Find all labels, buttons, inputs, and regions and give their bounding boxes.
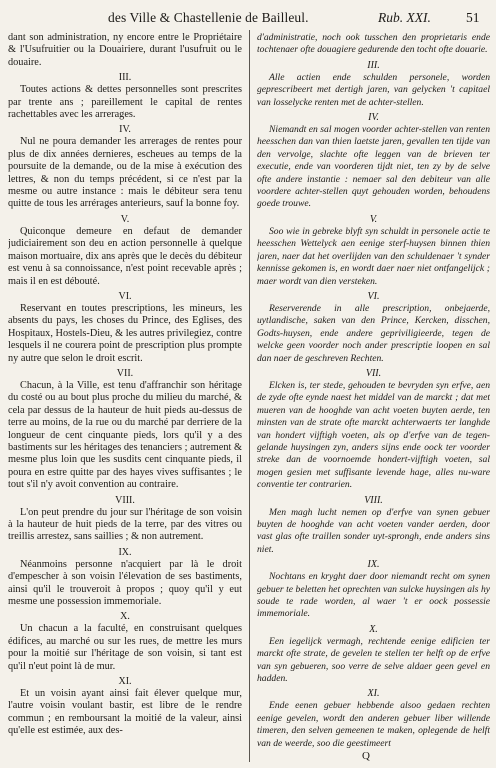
article-number: VI. — [367, 290, 380, 302]
article-number: V. — [120, 213, 130, 225]
article-number: III. — [118, 72, 132, 84]
article-paragraph: Nochtans en kryght daer door niemandt recht om synen gebuer te beletten het oprechten van sulcke huysingen als hy soude te rade worden, al waer 't er oock possessie immemoriale. — [257, 571, 490, 620]
article-paragraph: Néanmoins personne n'acquiert par là le droit d'empescher à son voisin l'élevation de ses bastiments, ainsi qu'il le trouveroit à propos ; quoy qu'il y eut mesme une possession immemoriale. — [8, 558, 242, 608]
article-number: IX. — [118, 546, 132, 558]
article-number: X. — [120, 611, 130, 623]
article-number: XI. — [367, 688, 380, 700]
article-number: VIII. — [364, 494, 383, 506]
article-paragraph: Elcken is, ter stede, gehouden te bevryden syn erfve, aen de zyde ofte eynde naest het middel van de marckt ; dat met mueren van de hooghde van acht voeten buyten aerde, ten minsten van de strate ofte marckt achterwaerts ter langhde van hondert vijftigh voeten, als op d'erfve van de tegen-gelande huysingen zyn, anders sijns ende oock ter voorder streke dan de voornoemde hondert-vijftigh voeten, sal mogen gesien met suffisante levende hage, alles nu-ware conventie ter contrarien. — [257, 379, 490, 491]
article-number: IV. — [119, 124, 131, 136]
article-number: IV. — [368, 112, 379, 124]
article-number: IX. — [367, 559, 380, 571]
article-paragraph: Niemandt en sal mogen voorder achter-stellen van renten heesschen dan van thien laetste jaren, gevallen ten tijde van den vervolge, slachte ofte leggen van de brieven ter executie, ende van voorderen tijdt niet, ten zy by de selve ofte andere instantie : nemaer sal den debiteur van alle voordere achter-stellen quyt gehouden worden, behoudens goede trouwe. — [257, 124, 490, 210]
article-number: X. — [369, 623, 378, 635]
article-paragraph: L'on peut prendre du jour sur l'héritage de son voisin à la hauteur de huit pieds de la terre, par des vitres ou treillis arrestez, sans saillies ; & non autrement. — [8, 506, 242, 543]
article-paragraph: Quiconque demeure en defaut de demander judiciairement son deu en action personnelle à quelque maison mortuaire, dix ans après que le decès du débiteur est venu à sa connoissance, n'est point recevable après ; mais il en est débouté. — [8, 225, 242, 287]
article-number: VIII. — [115, 494, 135, 506]
article-number: III. — [367, 59, 380, 71]
article-number: VII. — [116, 367, 134, 379]
article-number: VII. — [365, 367, 382, 379]
page-header — [0, 8, 496, 30]
article-number: XI. — [118, 676, 132, 688]
article-paragraph: Alle actien ende schulden personele, worden geprescribeert met dertigh jaren, van gelycken 't capitael van losselycke renten met de achter-stellen. — [257, 71, 490, 108]
article-paragraph: Un chacun a la faculté, en construisant quelques édifices, au marché ou sur les rues, de mettre les murs pour la moitié sur l'héritage de son voisin, si tant est qu'il n'eut point là de mur. — [8, 623, 242, 672]
dutch-column — [257, 32, 490, 753]
article-number: V. — [369, 213, 378, 225]
article-paragraph: Toutes actions & dettes personnelles sont prescrites par trente ans ; pareillement le capital de rentes rachettables avec les arrerages. — [8, 84, 242, 121]
article-paragraph: Reservant en toutes prescriptions, les mineurs, les absents du pays, les choses du Prince, des Eglises, des Hospitaux, Hostels-Dieu, & les autres privilegiez, contre lesquels il ne courera point de prescription plus prompte ny autre que selon le droit escrit. — [8, 302, 242, 364]
column-divider — [249, 30, 250, 762]
page-number: 51 — [466, 10, 480, 25]
article-paragraph: Reserverende in alle prescription, onbejaerde, uytlandische, saken van den Prince, Kercken, disschen, Godts-huysen, ende andere gepriviligieerde, tegen de welcke geen voorder noch ander prescriptie loopen en sal dan naer de geschreven Rechten. — [257, 302, 490, 364]
article-number: VI. — [118, 290, 132, 302]
article-paragraph: Soo wie in gebreke blyft syn schuldt in personele actie te heesschen Wettelyck aen eenige sterf-huysen binnen thien jaren, naer dat het overlijden van den schuldenaer 't synder kennisse gekomen is, en wordt daer naer niet ontfangelijck ; maer wordt van dien versteken. — [257, 225, 490, 287]
article-paragraph: d'administratie, noch ook tusschen den proprietaris ende tochtenaer ofte douagiere gedurende den tocht ofte douarie. — [257, 32, 490, 56]
article-paragraph: Et un voisin ayant ainsi fait élever quelque mur, l'autre voisin voulant bastir, est libre de le rendre commun ; en remboursant la moitié de la valeur, ainsi qu'elle est estimée, aux des- — [8, 688, 242, 737]
article-paragraph: Chacun, à la Ville, est tenu d'affranchir son héritage du costé ou au bout plus proche du milieu du marché, & cela par dessus de la hauteur de huit pieds au-dessus de terre au moins, de la rue ou du marché par derriere de la longueur de cent cinquante pieds, lors qu'il y a des bastiments sur les héritages des tenanciers ; autrement & mesme plus loin que les susdits cent cinquante pieds, il poura en estre quitte par des hayes vives suffisantes ; le tout s'il n'y avoit convention au contraire. — [8, 379, 242, 491]
signature-mark: Q — [362, 750, 370, 762]
running-title: des Ville & Chastellenie de Bailleul. — [108, 10, 309, 25]
article-paragraph: Men magh lucht nemen op d'erfve van synen gebuer buyten de hooghde van acht voeten vander aerden, door vast glas ofte traillen sonder uyt-sprongh, ende anders sins niet. — [257, 506, 490, 555]
article-paragraph: Nul ne poura demander les arrerages de rentes pour plus de dix années dernieres, escheues au temps de la poursuite de la demande, ou de la mise à exécution des lettres, & non du temps précédent, si ce n'est par la mesme ou autre instance : mais le débiteur sera tenu quitte de tous les arrérages anterieurs, sauf la bonne foy. — [8, 136, 242, 210]
article-paragraph: dant son administration, ny encore entre le Propriétaire & l'Usufruitier ou la Douairiere, durant l'usufruit ou le douaire. — [8, 32, 242, 68]
french-column — [8, 32, 242, 741]
article-paragraph: Ende eenen gebuer hebbende alsoo gedaen rechten eenige gevelen, wordt den anderen gebuer liber willende timeren, den selven gemeenen te maken, oplegende de helft van de weerde, soo die geestimeert — [257, 700, 490, 749]
article-paragraph: Een iegelijck vermagh, rechtende eenige edificien ter marckt ofte strate, de gevelen te stellen ter helft op de erfve van syn gebueren, soo verre de selve aldaer geen gevel en hadden. — [257, 635, 490, 685]
rubric-label: Rub. XXI. — [378, 10, 431, 25]
